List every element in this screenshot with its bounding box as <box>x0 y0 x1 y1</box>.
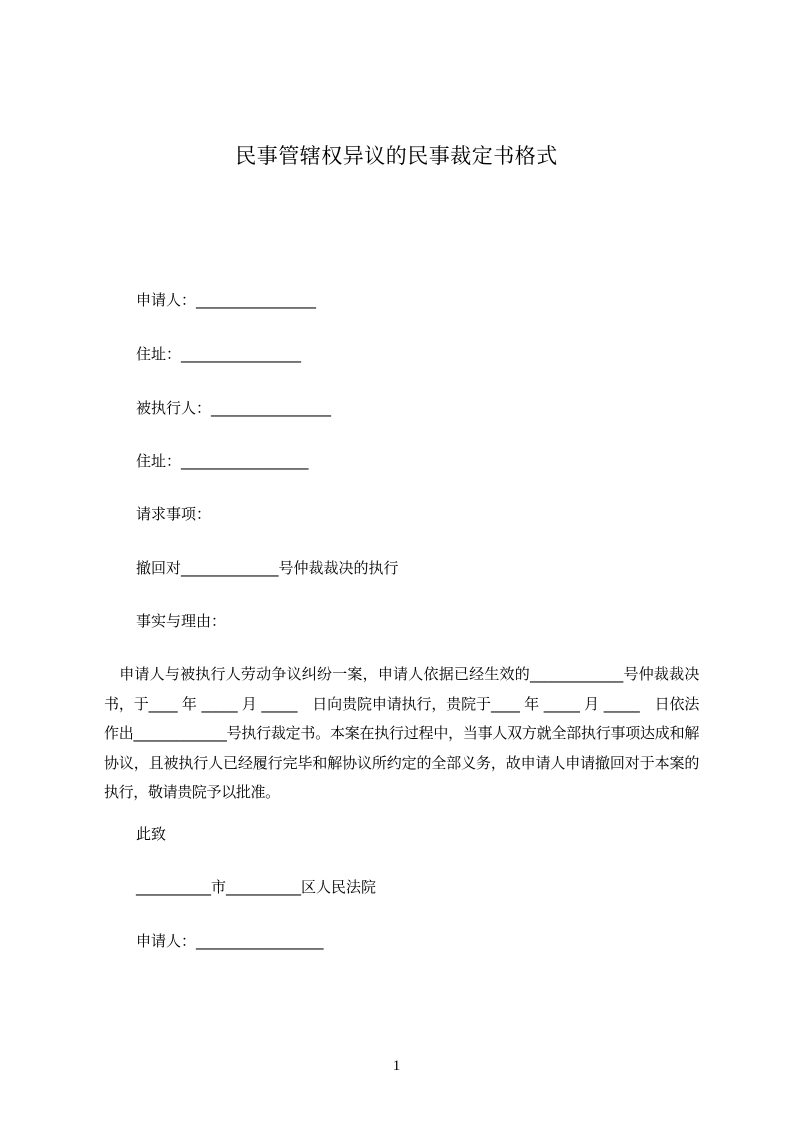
facts-paragraph: 申请人与被执行人劳动争议纠纷一案，申请人依据已经生效的_____________号仲裁裁决书，于____ 年 _____ 月 _____ 日向贵院申请执行，贵院于____ 年 _____ 月 _____ 日依法作出_____________号执行裁定书。本案在执行过程中，当事人双方就全部执行事项达成和解协议，且被执行人已经履行完毕和解协议所约定的全部义务，故申请人申请撤回对于本案的执行，敬请贵院予以批准。 <box>104 665 699 801</box>
request-heading: 请求事项： <box>136 505 212 523</box>
applicant-line: 申请人：________________ <box>136 291 317 309</box>
respondent-line: 被执行人：________________ <box>136 399 332 417</box>
court-line: __________市__________区人民法院 <box>136 878 377 896</box>
applicant-address-line: 住址：________________ <box>136 345 302 363</box>
signature-line: 申请人：_________________ <box>136 932 324 950</box>
document-title: 民事管辖权异议的民事裁定书格式 <box>235 144 558 168</box>
salutation: 此致 <box>136 825 167 843</box>
respondent-address-line: 住址：_________________ <box>136 452 309 470</box>
facts-heading: 事实与理由： <box>136 612 227 630</box>
request-text: 撤回对_____________号仲裁裁决的执行 <box>136 559 399 577</box>
page-number: 1 <box>392 1058 401 1074</box>
